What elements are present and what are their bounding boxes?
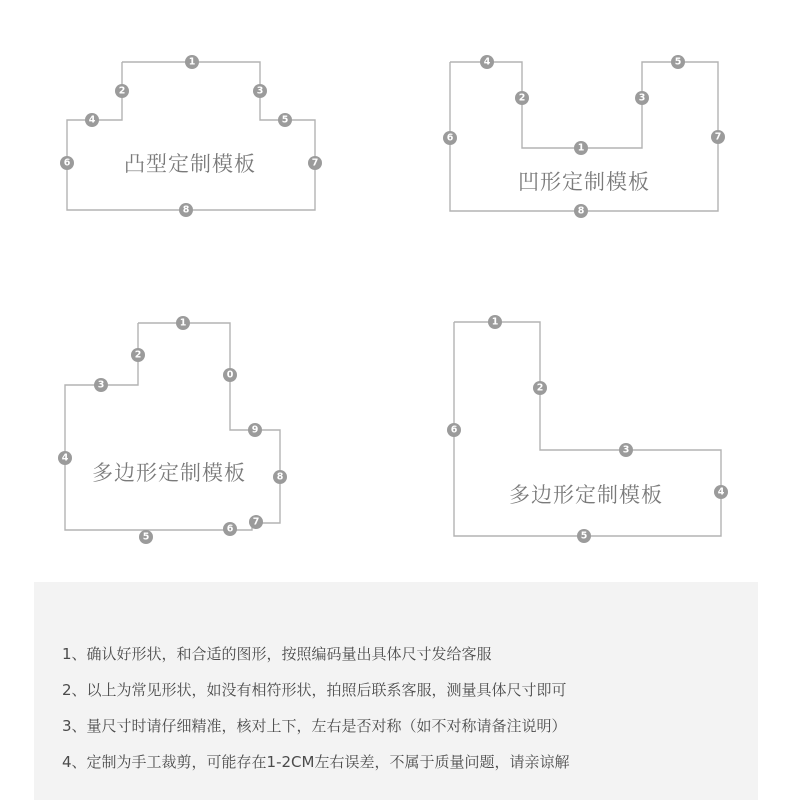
edge-marker-label: 6 xyxy=(446,132,454,144)
edge-marker xyxy=(94,378,108,392)
edge-marker-label: 5 xyxy=(580,530,588,542)
edge-marker xyxy=(308,156,322,170)
edge-marker xyxy=(185,55,199,69)
edge-marker xyxy=(176,316,190,330)
instruction-item: 1、确认好形状，和合适的图形，按照编码量出具体尺寸发给客服 xyxy=(62,645,492,663)
instruction-item: 3、量尺寸时请仔细精准，核对上下，左右是否对称（如不对称请备注说明） xyxy=(62,717,567,735)
edge-marker xyxy=(85,113,99,127)
edge-marker-label: 2 xyxy=(134,349,142,361)
edge-marker-label: 6 xyxy=(450,424,458,436)
edge-marker-label: 5 xyxy=(281,114,289,126)
edge-marker xyxy=(223,368,237,382)
edge-marker xyxy=(60,156,74,170)
edge-marker-label: 1 xyxy=(491,316,499,328)
convex-template xyxy=(60,55,322,217)
edge-marker-label: 1 xyxy=(179,317,187,329)
polygon-template-stepped-title: 多边形定制模板 xyxy=(92,461,246,485)
edge-marker xyxy=(574,204,588,218)
edge-marker xyxy=(711,130,725,144)
edge-marker-label: 1 xyxy=(188,56,196,68)
edge-marker-label: 0 xyxy=(226,369,234,381)
edge-marker-label: 6 xyxy=(226,523,234,535)
edge-marker xyxy=(249,515,263,529)
edge-marker xyxy=(278,113,292,127)
edge-marker-label: 3 xyxy=(638,92,646,104)
edge-marker xyxy=(533,381,547,395)
edge-marker xyxy=(635,91,649,105)
edge-marker-label: 1 xyxy=(577,142,585,154)
edge-marker-label: 7 xyxy=(252,516,260,528)
edge-marker-label: 4 xyxy=(88,114,96,126)
edge-marker-label: 4 xyxy=(717,486,725,498)
edge-marker-label: 2 xyxy=(536,382,544,394)
edge-marker xyxy=(480,55,494,69)
edge-marker xyxy=(443,131,457,145)
polygon-template-stepped xyxy=(58,316,287,544)
edge-marker-label: 6 xyxy=(63,157,71,169)
edge-marker-label: 7 xyxy=(311,157,319,169)
edge-marker-label: 3 xyxy=(97,379,105,391)
edge-marker xyxy=(223,522,237,536)
instructions-panel xyxy=(34,582,758,800)
edge-marker xyxy=(273,470,287,484)
polygon-template-l-shape xyxy=(447,315,728,543)
edge-marker-label: 5 xyxy=(142,531,150,543)
edge-marker xyxy=(58,451,72,465)
edge-marker xyxy=(131,348,145,362)
edge-marker xyxy=(671,55,685,69)
edge-marker xyxy=(447,423,461,437)
edge-marker-label: 2 xyxy=(518,92,526,104)
edge-marker xyxy=(488,315,502,329)
edge-marker-label: 8 xyxy=(276,471,284,483)
edge-marker xyxy=(248,423,262,437)
edge-marker-label: 4 xyxy=(483,56,491,68)
edge-marker-label: 3 xyxy=(622,444,630,456)
instructions-list xyxy=(34,582,758,780)
convex-template-outline xyxy=(67,62,315,210)
edge-marker-label: 3 xyxy=(256,85,264,97)
edge-marker-label: 4 xyxy=(61,452,69,464)
edge-marker xyxy=(179,203,193,217)
edge-marker-label: 5 xyxy=(674,56,682,68)
edge-marker xyxy=(253,84,267,98)
polygon-template-l-shape-title: 多边形定制模板 xyxy=(509,483,663,507)
edge-marker xyxy=(574,141,588,155)
concave-template xyxy=(443,55,725,218)
edge-marker xyxy=(139,530,153,544)
edge-marker-label: 2 xyxy=(118,85,126,97)
concave-template-title: 凹形定制模板 xyxy=(518,170,650,194)
edge-marker-label: 8 xyxy=(577,205,585,217)
instruction-item: 4、定制为手工裁剪，可能存在1-2CM左右误差，不属于质量问题，请亲谅解 xyxy=(62,753,570,771)
edge-marker-label: 8 xyxy=(182,204,190,216)
instruction-item: 2、以上为常见形状，如没有相符形状，拍照后联系客服，测量具体尺寸即可 xyxy=(62,681,567,699)
convex-template-title: 凸型定制模板 xyxy=(124,152,256,176)
edge-marker xyxy=(619,443,633,457)
edge-marker xyxy=(577,529,591,543)
polygon-template-stepped-outline xyxy=(65,323,280,530)
edge-marker xyxy=(515,91,529,105)
edge-marker xyxy=(714,485,728,499)
edge-marker-label: 9 xyxy=(251,424,259,436)
edge-marker-label: 7 xyxy=(714,131,722,143)
edge-marker xyxy=(115,84,129,98)
